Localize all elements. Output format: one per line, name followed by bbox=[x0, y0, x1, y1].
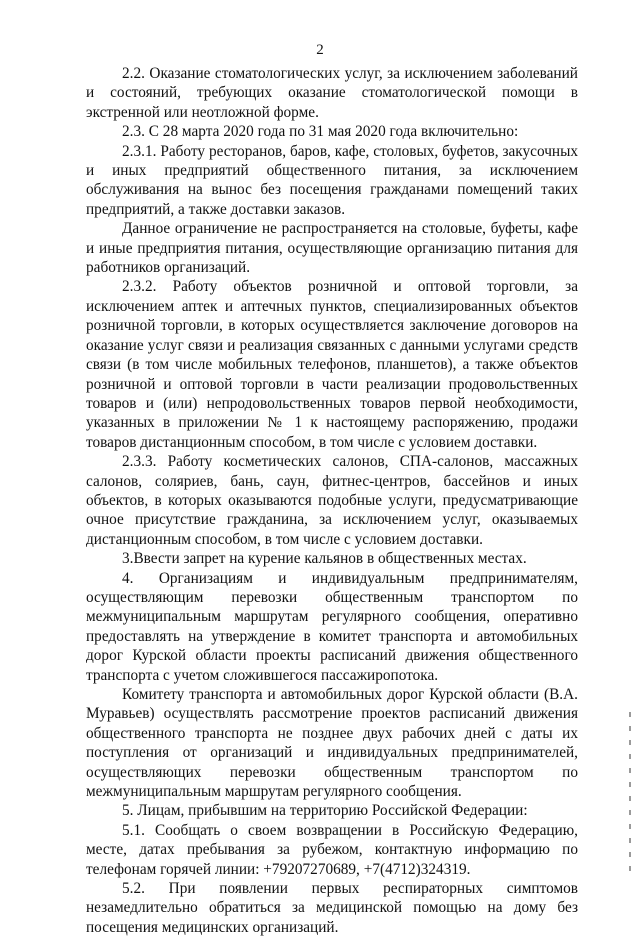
scan-edge-mark bbox=[629, 712, 631, 717]
scan-edge-mark bbox=[629, 754, 631, 759]
paragraph-2-3: 2.3. С 28 марта 2020 года по 31 мая 2020 года включительно: bbox=[122, 123, 519, 141]
paragraph-2-2: 2.2. Оказание стоматологических услуг, за исключением заболеваний и состояний, требующих оказание стоматологической помощи в экстренной или неотложной форме. bbox=[86, 65, 578, 121]
paragraph-2-3-1: 2.3.1. Работу ресторанов, баров, кафе, столовых, буфетов, закусочных и иных предприятий общественного питания, за исключением обслуживания на вынос без посещения гражданами помещений таких предприятий, а также доставки заказов. bbox=[86, 142, 578, 218]
scan-edge-mark bbox=[629, 768, 631, 773]
paragraph-5-2: 5.2. При появлении первых респираторных симптомов незамедлительно обратиться за медицинской помощью на дому без посещения медицинских организаций. bbox=[86, 880, 578, 936]
scan-edge-mark bbox=[629, 852, 631, 857]
scan-edge-mark bbox=[629, 740, 631, 745]
paragraph-4: 4. Организациям и индивидуальным предпринимателям, осуществляющим перевозки общественным транспортом по межмуниципальным маршрутам регулярного сообщения, оперативно предоставлять на утверждение в комитет транспорта и автомобильных дорог Курской области проекты расписаний движения общественного транспорта с учетом сложившегося пассажиропотока. bbox=[86, 569, 578, 684]
scan-edge-mark bbox=[629, 866, 631, 871]
paragraph-5: 5. Лицам, прибывшим на территорию Российской Федерации: bbox=[122, 802, 528, 820]
scan-edge-mark bbox=[629, 782, 631, 787]
page-number: 2 bbox=[316, 42, 324, 58]
scan-edge-mark bbox=[629, 810, 631, 815]
paragraph-5-1: 5.1. Сообщать о своем возвращении в Российскую Федерацию, месте, датах пребывания за рубежом, контактную информацию по телефонам горячей линии: +79207270689, +7(4712)324319. bbox=[86, 821, 578, 878]
paragraph-3: 3.Ввести запрет на курение кальянов в общественных местах. bbox=[122, 550, 527, 568]
scan-edge-marks bbox=[628, 712, 632, 887]
paragraph-4-committee: Комитету транспорта и автомобильных дорог Курской области (В.А. Муравьев) осуществлять рассмотрение проектов расписаний движения общественного транспорта не позднее двух рабочих дней с даты их поступления от организаций и индивидуальных предпринимателей, осуществляющих перевозки общественным транспортом по межмуниципальным маршрутам регулярного сообщения. bbox=[86, 686, 578, 801]
paragraph-2-3-3: 2.3.3. Работу косметических салонов, СПА-салонов, массажных салонов, соляриев, бань, саун, фитнес-центров, бассейнов и иных объектов, в которых оказываются подобные услуги, предусматривающие очное присутствие гражданина, за исключением услуг, оказываемых дистанционным способом, в том числе с условием доставки. bbox=[86, 453, 578, 548]
scan-edge-mark bbox=[629, 796, 631, 801]
scan-edge-mark bbox=[629, 726, 631, 731]
paragraph-2-3-2: 2.3.2. Работу объектов розничной и оптовой торговли, за исключением аптек и аптечных пунктов, специализированных объектов розничной торговли, в которых осуществляется заключение договоров на оказание услуг связи и реализация связанных с данными услугами средств связи (в том числе мобильных телефонов, планшетов), а также объектов розничной и оптовой торговли в части реализации продовольственных товаров и (или) непродовольственных товаров первой необходимости, указанных в приложении № 1 к настоящему распоряжению, продажи товаров дистанционным способом, в том числе с условием доставки. bbox=[86, 278, 578, 451]
document-body bbox=[86, 64, 578, 937]
scan-edge-mark bbox=[629, 838, 631, 843]
scan-edge-mark bbox=[629, 824, 631, 829]
paragraph-2-3-1-exception: Данное ограничение не распространяется на столовые, буфеты, кафе и иные предприятия питания, осуществляющие организацию питания для работников организаций. bbox=[86, 220, 578, 277]
